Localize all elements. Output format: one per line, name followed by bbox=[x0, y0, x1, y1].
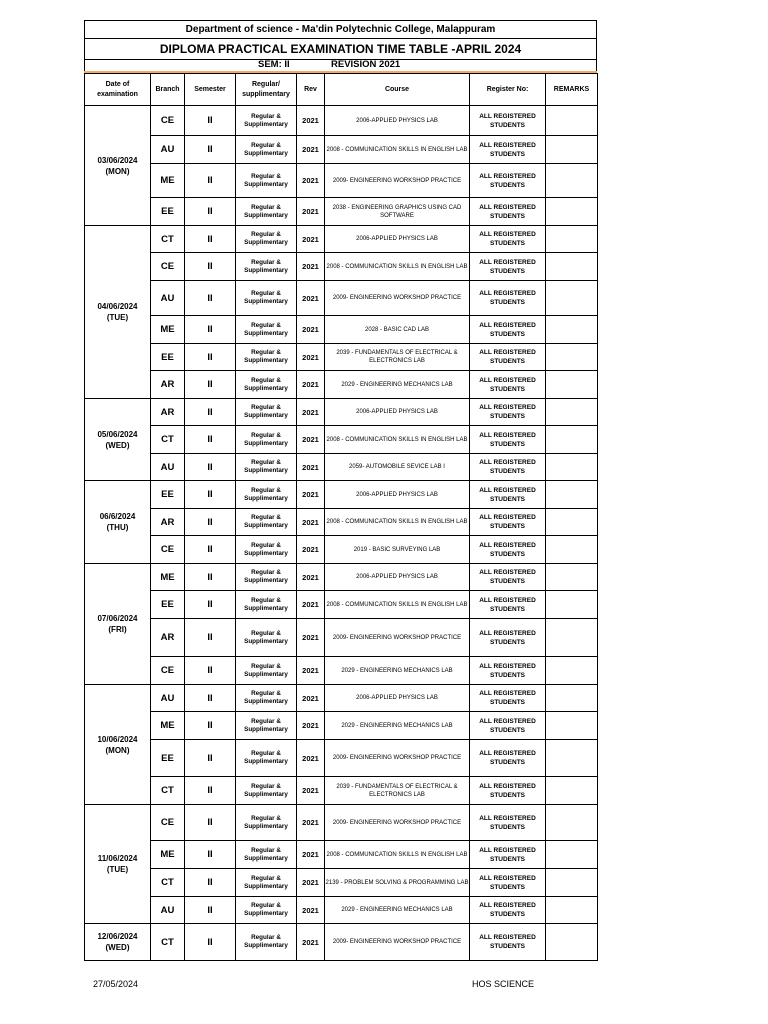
branch-cell: CT bbox=[151, 777, 185, 805]
course-cell: 2009- ENGINEERING WORKSHOP PRACTICE bbox=[325, 281, 470, 316]
register-cell: ALL REGISTERED STUDENTS bbox=[470, 685, 546, 712]
exam-date: 05/06/2024 bbox=[97, 429, 138, 439]
table-row bbox=[85, 136, 598, 164]
course-cell: 2139 - PROBLEM SOLVING & PROGRAMMING LAB bbox=[325, 869, 470, 897]
register-cell: ALL REGISTERED STUDENTS bbox=[470, 344, 546, 371]
course-cell: 2006-APPLIED PHYSICS LAB bbox=[325, 399, 470, 426]
register-cell: ALL REGISTERED STUDENTS bbox=[470, 805, 546, 841]
remarks-cell bbox=[546, 591, 598, 619]
branch-cell: CE bbox=[151, 657, 185, 685]
semester-cell: II bbox=[185, 712, 236, 740]
register-cell: ALL REGISTERED STUDENTS bbox=[470, 841, 546, 869]
course-cell: 2029 - ENGINEERING MECHANICS LAB bbox=[325, 657, 470, 685]
type-cell: Regular & Supplimentary bbox=[236, 712, 297, 740]
course-cell: 2008 - COMMUNICATION SKILLS IN ENGLISH LAB bbox=[325, 253, 470, 281]
remarks-cell bbox=[546, 371, 598, 399]
semester-cell: II bbox=[185, 164, 236, 198]
revision-cell: 2021 bbox=[297, 481, 325, 509]
revision-cell: 2021 bbox=[297, 619, 325, 657]
remarks-cell bbox=[546, 657, 598, 685]
footer-signature: HOS SCIENCE bbox=[472, 979, 535, 989]
branch-cell: CT bbox=[151, 226, 185, 253]
exam-date-cell bbox=[85, 106, 151, 226]
revision-cell: 2021 bbox=[297, 564, 325, 591]
semester-label: SEM: II bbox=[258, 59, 290, 70]
semester-cell: II bbox=[185, 685, 236, 712]
register-cell: ALL REGISTERED STUDENTS bbox=[470, 253, 546, 281]
course-cell: 2008 - COMMUNICATION SKILLS IN ENGLISH LAB bbox=[325, 841, 470, 869]
type-cell: Regular & Supplimentary bbox=[236, 509, 297, 536]
table-row bbox=[85, 316, 598, 344]
revision-cell: 2021 bbox=[297, 924, 325, 961]
type-cell: Regular & Supplimentary bbox=[236, 371, 297, 399]
course-cell: 2038 - ENGINEERING GRAPHICS USING CAD SOFTWARE bbox=[325, 198, 470, 226]
table-row bbox=[85, 897, 598, 924]
register-cell: ALL REGISTERED STUDENTS bbox=[470, 316, 546, 344]
semester-cell: II bbox=[185, 924, 236, 961]
type-cell: Regular & Supplimentary bbox=[236, 869, 297, 897]
table-row bbox=[85, 712, 598, 740]
register-cell: ALL REGISTERED STUDENTS bbox=[470, 591, 546, 619]
revision-cell: 2021 bbox=[297, 685, 325, 712]
semester-cell: II bbox=[185, 106, 236, 136]
course-cell: 2009- ENGINEERING WORKSHOP PRACTICE bbox=[325, 619, 470, 657]
remarks-cell bbox=[546, 536, 598, 564]
table-row bbox=[85, 685, 598, 712]
semester-cell: II bbox=[185, 344, 236, 371]
type-cell: Regular & Supplimentary bbox=[236, 685, 297, 712]
course-cell: 2008 - COMMUNICATION SKILLS IN ENGLISH LAB bbox=[325, 591, 470, 619]
department-title: Department of science - Ma'din Polytechnic College, Malappuram bbox=[84, 20, 597, 39]
semester-cell: II bbox=[185, 591, 236, 619]
register-cell: ALL REGISTERED STUDENTS bbox=[470, 371, 546, 399]
register-cell: ALL REGISTERED STUDENTS bbox=[470, 564, 546, 591]
exam-date-cell bbox=[85, 481, 151, 564]
branch-cell: AU bbox=[151, 281, 185, 316]
exam-day: (TUE) bbox=[106, 865, 129, 874]
course-cell: 2009- ENGINEERING WORKSHOP PRACTICE bbox=[325, 924, 470, 961]
course-cell: 2059- AUTOMOBILE SEVICE LAB I bbox=[325, 454, 470, 481]
remarks-cell bbox=[546, 399, 598, 426]
branch-cell: ME bbox=[151, 712, 185, 740]
type-cell: Regular & Supplimentary bbox=[236, 253, 297, 281]
branch-cell: AU bbox=[151, 685, 185, 712]
exam-date: 04/06/2024 bbox=[97, 302, 138, 311]
exam-date-cell bbox=[85, 924, 151, 961]
revision-cell: 2021 bbox=[297, 740, 325, 777]
semester-cell: II bbox=[185, 281, 236, 316]
col-header-rev: Rev bbox=[297, 74, 325, 106]
branch-cell: CE bbox=[151, 536, 185, 564]
register-cell: ALL REGISTERED STUDENTS bbox=[470, 869, 546, 897]
semester-cell: II bbox=[185, 316, 236, 344]
course-cell: 2008 - COMMUNICATION SKILLS IN ENGLISH LAB bbox=[325, 509, 470, 536]
col-header-course: Course bbox=[325, 74, 470, 106]
course-cell: 2019 - BASIC SURVEYING LAB bbox=[325, 536, 470, 564]
branch-cell: CE bbox=[151, 253, 185, 281]
exam-day: (MON) bbox=[105, 166, 130, 176]
semester-cell: II bbox=[185, 805, 236, 841]
exam-date-cell bbox=[85, 226, 151, 399]
table-row bbox=[85, 226, 598, 253]
type-cell: Regular & Supplimentary bbox=[236, 281, 297, 316]
type-cell: Regular & Supplimentary bbox=[236, 106, 297, 136]
semester-cell: II bbox=[185, 740, 236, 777]
col-header-date: Date of examination bbox=[85, 74, 151, 106]
table-row bbox=[85, 619, 598, 657]
branch-cell: EE bbox=[151, 591, 185, 619]
branch-cell: AR bbox=[151, 371, 185, 399]
col-header-register: Register No: bbox=[470, 74, 546, 106]
type-cell: Regular & Supplimentary bbox=[236, 897, 297, 924]
revision-cell: 2021 bbox=[297, 536, 325, 564]
register-cell: ALL REGISTERED STUDENTS bbox=[470, 106, 546, 136]
type-cell: Regular & Supplimentary bbox=[236, 740, 297, 777]
semester-cell: II bbox=[185, 136, 236, 164]
branch-cell: CT bbox=[151, 426, 185, 454]
exam-date-cell bbox=[85, 805, 151, 924]
register-cell: ALL REGISTERED STUDENTS bbox=[470, 924, 546, 961]
semester-cell: II bbox=[185, 253, 236, 281]
register-cell: ALL REGISTERED STUDENTS bbox=[470, 454, 546, 481]
exam-date-cell bbox=[85, 399, 151, 481]
semester-cell: II bbox=[185, 454, 236, 481]
table-row bbox=[85, 841, 598, 869]
revision-cell: 2021 bbox=[297, 869, 325, 897]
type-cell: Regular & Supplimentary bbox=[236, 777, 297, 805]
type-cell: Regular & Supplimentary bbox=[236, 591, 297, 619]
remarks-cell bbox=[546, 740, 598, 777]
type-cell: Regular & Supplimentary bbox=[236, 399, 297, 426]
branch-cell: AR bbox=[151, 619, 185, 657]
col-header-remarks: REMARKS bbox=[546, 74, 598, 106]
semester-cell: II bbox=[185, 536, 236, 564]
type-cell: Regular & Supplimentary bbox=[236, 226, 297, 253]
revision-cell: 2021 bbox=[297, 777, 325, 805]
type-cell: Regular & Supplimentary bbox=[236, 164, 297, 198]
remarks-cell bbox=[546, 869, 598, 897]
table-row bbox=[85, 564, 598, 591]
table-row bbox=[85, 509, 598, 536]
timetable-table bbox=[84, 73, 598, 961]
page-title: DIPLOMA PRACTICAL EXAMINATION TIME TABLE -APRIL 2024 bbox=[84, 39, 597, 60]
type-cell: Regular & Supplimentary bbox=[236, 454, 297, 481]
revision-cell: 2021 bbox=[297, 841, 325, 869]
branch-cell: ME bbox=[151, 316, 185, 344]
remarks-cell bbox=[546, 454, 598, 481]
remarks-cell bbox=[546, 805, 598, 841]
exam-date: 10/06/2024 bbox=[97, 734, 138, 744]
semester-cell: II bbox=[185, 509, 236, 536]
type-cell: Regular & Supplimentary bbox=[236, 619, 297, 657]
remarks-cell bbox=[546, 897, 598, 924]
branch-cell: CE bbox=[151, 805, 185, 841]
register-cell: ALL REGISTERED STUDENTS bbox=[470, 399, 546, 426]
revision-cell: 2021 bbox=[297, 316, 325, 344]
type-cell: Regular & Supplimentary bbox=[236, 657, 297, 685]
register-cell: ALL REGISTERED STUDENTS bbox=[470, 536, 546, 564]
register-cell: ALL REGISTERED STUDENTS bbox=[470, 509, 546, 536]
exam-date-cell bbox=[85, 564, 151, 685]
remarks-cell bbox=[546, 481, 598, 509]
revision-cell: 2021 bbox=[297, 426, 325, 454]
semester-cell: II bbox=[185, 869, 236, 897]
remarks-cell bbox=[546, 226, 598, 253]
exam-date: 06/6/2024 bbox=[99, 512, 136, 521]
register-cell: ALL REGISTERED STUDENTS bbox=[470, 426, 546, 454]
branch-cell: AR bbox=[151, 399, 185, 426]
revision-cell: 2021 bbox=[297, 106, 325, 136]
course-cell: 2006-APPLIED PHYSICS LAB bbox=[325, 106, 470, 136]
table-row bbox=[85, 399, 598, 426]
semester-cell: II bbox=[185, 897, 236, 924]
table-row bbox=[85, 805, 598, 841]
course-cell: 2039 - FUNDAMENTALS OF ELECTRICAL & ELECTRONICS LAB bbox=[325, 777, 470, 805]
type-cell: Regular & Supplimentary bbox=[236, 536, 297, 564]
remarks-cell bbox=[546, 685, 598, 712]
revision-label: REVISION 2021 bbox=[331, 59, 401, 70]
col-header-semester: Semester bbox=[185, 74, 236, 106]
remarks-cell bbox=[546, 777, 598, 805]
branch-cell: AU bbox=[151, 136, 185, 164]
register-cell: ALL REGISTERED STUDENTS bbox=[470, 198, 546, 226]
remarks-cell bbox=[546, 164, 598, 198]
table-row bbox=[85, 344, 598, 371]
branch-cell: CE bbox=[151, 106, 185, 136]
course-cell: 2008 - COMMUNICATION SKILLS IN ENGLISH LAB bbox=[325, 136, 470, 164]
semester-cell: II bbox=[185, 371, 236, 399]
table-row bbox=[85, 106, 598, 136]
register-cell: ALL REGISTERED STUDENTS bbox=[470, 164, 546, 198]
exam-day: (WED) bbox=[105, 440, 130, 450]
revision-cell: 2021 bbox=[297, 454, 325, 481]
course-cell: 2006-APPLIED PHYSICS LAB bbox=[325, 481, 470, 509]
register-cell: ALL REGISTERED STUDENTS bbox=[470, 136, 546, 164]
type-cell: Regular & Supplimentary bbox=[236, 481, 297, 509]
register-cell: ALL REGISTERED STUDENTS bbox=[470, 481, 546, 509]
remarks-cell bbox=[546, 198, 598, 226]
remarks-cell bbox=[546, 712, 598, 740]
revision-cell: 2021 bbox=[297, 198, 325, 226]
course-cell: 2006-APPLIED PHYSICS LAB bbox=[325, 685, 470, 712]
table-row bbox=[85, 740, 598, 777]
footer-date: 27/05/2024 bbox=[93, 979, 139, 989]
exam-day: (THU) bbox=[106, 523, 129, 532]
register-cell: ALL REGISTERED STUDENTS bbox=[470, 712, 546, 740]
header-row bbox=[85, 74, 598, 106]
semester-cell: II bbox=[185, 226, 236, 253]
semester-cell: II bbox=[185, 198, 236, 226]
remarks-cell bbox=[546, 316, 598, 344]
revision-cell: 2021 bbox=[297, 805, 325, 841]
table-row bbox=[85, 281, 598, 316]
timetable-sheet bbox=[84, 20, 597, 961]
col-header-branch: Branch bbox=[151, 74, 185, 106]
exam-date: 03/06/2024 bbox=[97, 155, 138, 165]
branch-cell: EE bbox=[151, 481, 185, 509]
exam-day: (MON) bbox=[105, 745, 130, 755]
exam-day: (WED) bbox=[105, 943, 130, 952]
branch-cell: EE bbox=[151, 198, 185, 226]
revision-cell: 2021 bbox=[297, 226, 325, 253]
revision-cell: 2021 bbox=[297, 399, 325, 426]
type-cell: Regular & Supplimentary bbox=[236, 426, 297, 454]
branch-cell: AU bbox=[151, 454, 185, 481]
revision-cell: 2021 bbox=[297, 136, 325, 164]
register-cell: ALL REGISTERED STUDENTS bbox=[470, 897, 546, 924]
revision-cell: 2021 bbox=[297, 371, 325, 399]
register-cell: ALL REGISTERED STUDENTS bbox=[470, 281, 546, 316]
exam-date: 12/06/2024 bbox=[97, 932, 138, 941]
branch-cell: ME bbox=[151, 564, 185, 591]
table-row bbox=[85, 371, 598, 399]
register-cell: ALL REGISTERED STUDENTS bbox=[470, 226, 546, 253]
remarks-cell bbox=[546, 106, 598, 136]
table-row bbox=[85, 924, 598, 961]
branch-cell: ME bbox=[151, 841, 185, 869]
table-row bbox=[85, 253, 598, 281]
remarks-cell bbox=[546, 281, 598, 316]
revision-cell: 2021 bbox=[297, 897, 325, 924]
table-row bbox=[85, 869, 598, 897]
remarks-cell bbox=[546, 426, 598, 454]
course-cell: 2009- ENGINEERING WORKSHOP PRACTICE bbox=[325, 805, 470, 841]
table-row bbox=[85, 481, 598, 509]
remarks-cell bbox=[546, 136, 598, 164]
branch-cell: CT bbox=[151, 924, 185, 961]
remarks-cell bbox=[546, 619, 598, 657]
course-cell: 2009- ENGINEERING WORKSHOP PRACTICE bbox=[325, 740, 470, 777]
register-cell: ALL REGISTERED STUDENTS bbox=[470, 657, 546, 685]
table-row bbox=[85, 454, 598, 481]
course-cell: 2006-APPLIED PHYSICS LAB bbox=[325, 564, 470, 591]
semester-cell: II bbox=[185, 777, 236, 805]
table-row bbox=[85, 198, 598, 226]
revision-cell: 2021 bbox=[297, 712, 325, 740]
semester-cell: II bbox=[185, 841, 236, 869]
branch-cell: AR bbox=[151, 509, 185, 536]
semester-cell: II bbox=[185, 399, 236, 426]
exam-day: (TUE) bbox=[106, 313, 129, 322]
course-cell: 2028 - BASIC CAD LAB bbox=[325, 316, 470, 344]
remarks-cell bbox=[546, 564, 598, 591]
exam-date: 11/06/2024 bbox=[97, 854, 138, 863]
course-cell: 2029 - ENGINEERING MECHANICS LAB bbox=[325, 712, 470, 740]
remarks-cell bbox=[546, 841, 598, 869]
revision-cell: 2021 bbox=[297, 253, 325, 281]
type-cell: Regular & Supplimentary bbox=[236, 136, 297, 164]
exam-date-cell bbox=[85, 685, 151, 805]
remarks-cell bbox=[546, 344, 598, 371]
sem-revision-line bbox=[84, 60, 597, 71]
course-cell: 2039 - FUNDAMENTALS OF ELECTRICAL & ELECTRONICS LAB bbox=[325, 344, 470, 371]
type-cell: Regular & Supplimentary bbox=[236, 316, 297, 344]
semester-cell: II bbox=[185, 481, 236, 509]
type-cell: Regular & Supplimentary bbox=[236, 564, 297, 591]
table-row bbox=[85, 777, 598, 805]
register-cell: ALL REGISTERED STUDENTS bbox=[470, 740, 546, 777]
table-row bbox=[85, 536, 598, 564]
course-cell: 2008 - COMMUNICATION SKILLS IN ENGLISH LAB bbox=[325, 426, 470, 454]
remarks-cell bbox=[546, 924, 598, 961]
revision-cell: 2021 bbox=[297, 164, 325, 198]
type-cell: Regular & Supplimentary bbox=[236, 841, 297, 869]
branch-cell: EE bbox=[151, 344, 185, 371]
revision-cell: 2021 bbox=[297, 509, 325, 536]
branch-cell: AU bbox=[151, 897, 185, 924]
remarks-cell bbox=[546, 253, 598, 281]
semester-cell: II bbox=[185, 619, 236, 657]
register-cell: ALL REGISTERED STUDENTS bbox=[470, 777, 546, 805]
course-cell: 2006-APPLIED PHYSICS LAB bbox=[325, 226, 470, 253]
table-row bbox=[85, 426, 598, 454]
remarks-cell bbox=[546, 509, 598, 536]
revision-cell: 2021 bbox=[297, 281, 325, 316]
revision-cell: 2021 bbox=[297, 591, 325, 619]
semester-cell: II bbox=[185, 657, 236, 685]
course-cell: 2029 - ENGINEERING MECHANICS LAB bbox=[325, 897, 470, 924]
type-cell: Regular & Supplimentary bbox=[236, 344, 297, 371]
table-row bbox=[85, 657, 598, 685]
type-cell: Regular & Supplimentary bbox=[236, 198, 297, 226]
table-row bbox=[85, 591, 598, 619]
type-cell: Regular & Supplimentary bbox=[236, 924, 297, 961]
semester-cell: II bbox=[185, 564, 236, 591]
branch-cell: ME bbox=[151, 164, 185, 198]
type-cell: Regular & Supplimentary bbox=[236, 805, 297, 841]
exam-day: (FRI) bbox=[108, 625, 127, 634]
branch-cell: CT bbox=[151, 869, 185, 897]
exam-date: 07/06/2024 bbox=[97, 614, 138, 623]
col-header-type: Regular/ supplimentary bbox=[236, 74, 297, 106]
course-cell: 2029 - ENGINEERING MECHANICS LAB bbox=[325, 371, 470, 399]
register-cell: ALL REGISTERED STUDENTS bbox=[470, 619, 546, 657]
revision-cell: 2021 bbox=[297, 344, 325, 371]
semester-cell: II bbox=[185, 426, 236, 454]
course-cell: 2009- ENGINEERING WORKSHOP PRACTICE bbox=[325, 164, 470, 198]
revision-cell: 2021 bbox=[297, 657, 325, 685]
table-row bbox=[85, 164, 598, 198]
branch-cell: EE bbox=[151, 740, 185, 777]
